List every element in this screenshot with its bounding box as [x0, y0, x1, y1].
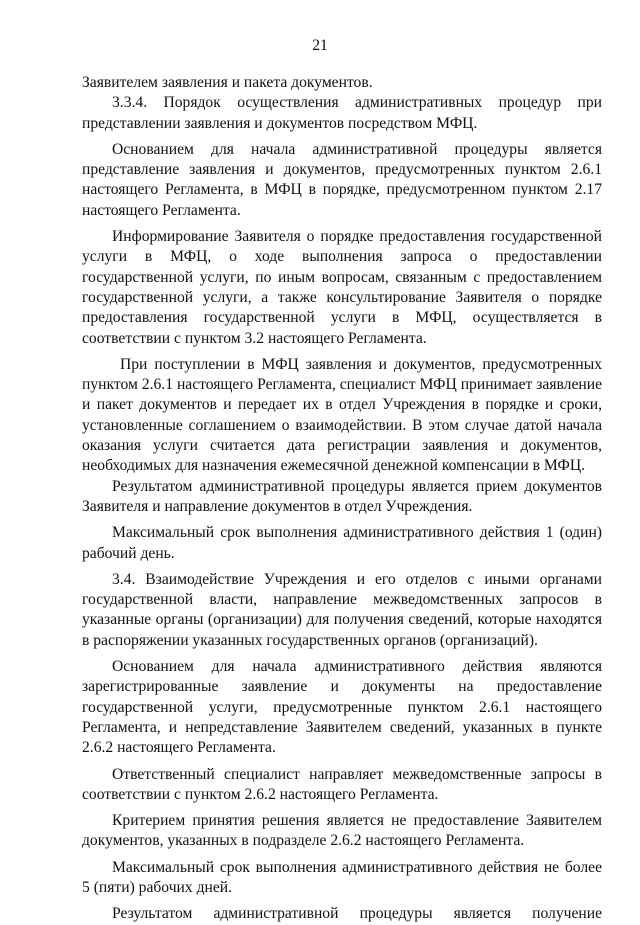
paragraph-3: Основанием для начала административной процедуры является представление заявления и документов, предусмотренных пунктом 2.6.1 настоящего Регламента, в МФЦ в порядке, предусмотренном пунктом 2.17 настоящего Регламента.	[82, 140, 602, 219]
paragraph-1: Заявителем заявления и пакета документов.	[82, 74, 373, 91]
page-body	[82, 73, 602, 925]
paragraph-7: Максимальный срок выполнения административного действия 1 (один) рабочий день.	[82, 524, 602, 562]
paragraph-9: Основанием для начала административного действия являются зарегистрированные заявление и документы на предоставление государственной услуги, предусмотренные пунктом 2.6.1 настоящего Регламента, и непредставление Заявителем сведений, указанных в пункте 2.6.2 настоящего Регламента.	[82, 658, 602, 757]
page-number: 21	[312, 37, 328, 54]
paragraph-13: Результатом административной процедуры является получение	[112, 905, 602, 923]
paragraph-6: Результатом административной процедуры является прием документов Заявителя и направление документов в отдел Учреждения.	[82, 477, 602, 515]
paragraph-4: Информирование Заявителя о порядке предоставления государственной услуги в МФЦ, о ходе выполнения запроса о предоставлении государственной услуги, по иным вопросам, связанным с предоставлением государственной услуги, а также консультирование Заявителя о порядке предоставления государственной услуги в МФЦ, осуществляется в соответствии с пунктом 3.2 настоящего Регламента.	[82, 228, 602, 347]
paragraph-10: Ответственный специалист направляет межведомственные запросы в соответствии с пунктом 2.6.2 настоящего Регламента.	[82, 765, 602, 803]
paragraph-8: 3.4. Взаимодействие Учреждения и его отделов с иными органами государственной власти, направление межведомственных запросов в указанные органы (организации) для получения сведений, которые находятся в распоряжении указанных государственных органов (организаций).	[82, 570, 602, 649]
paragraph-2: 3.3.4. Порядок осуществления административных процедур при представлении заявления и документов посредством МФЦ.	[82, 94, 602, 132]
paragraph-5: При поступлении в МФЦ заявления и документов, предусмотренных пунктом 2.6.1 настоящего Регламента, специалист МФЦ принимает заявление и пакет документов и передает их в отдел Учреждения в порядке и сроки, установленные соглашением о взаимодействии. В этом случае датой начала оказания услуги считается дата регистрации заявления и документов, необходимых для назначения ежемесячной денежной компенсации в МФЦ.	[82, 355, 602, 475]
paragraph-11: Критерием принятия решения является не предоставление Заявителем документов, указанных в подразделе 2.6.2 настоящего Регламента.	[82, 812, 602, 850]
paragraph-12: Максимальный срок выполнения административного действия не более 5 (пяти) рабочих дней.	[82, 858, 602, 896]
